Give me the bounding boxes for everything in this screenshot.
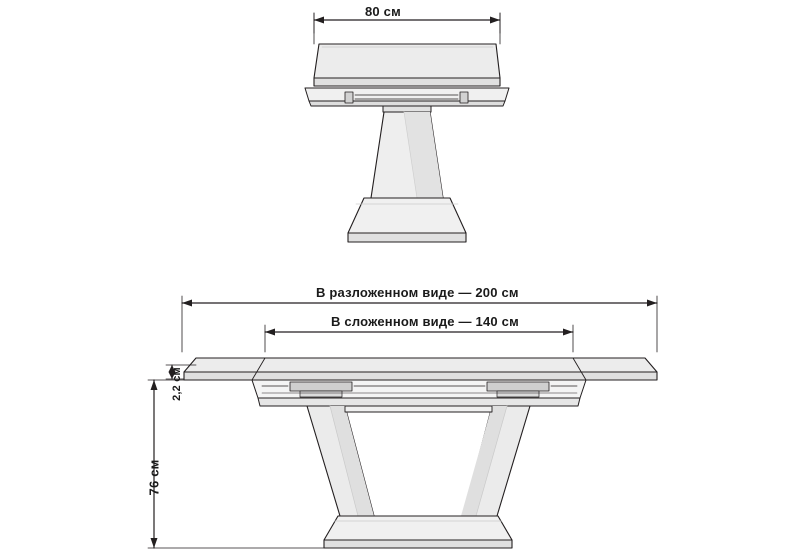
top-view-apron — [305, 88, 509, 106]
dimension-label-folded-length: В сложенном виде — 140 см — [331, 314, 519, 329]
front-view-tabletop — [184, 358, 657, 380]
front-view-base — [324, 516, 512, 548]
top-view-column — [371, 106, 443, 198]
dimension-label-top-width: 80 см — [365, 4, 401, 19]
top-view-base — [348, 198, 466, 242]
top-width-dimension-line — [314, 13, 500, 33]
front-view-mechanism — [252, 380, 586, 406]
top-view-tabletop — [314, 44, 500, 86]
dimension-label-height: 76 см — [146, 459, 162, 496]
front-view-legs — [307, 406, 530, 516]
top-width-extension-lines — [314, 33, 500, 44]
folded-dimension-line — [265, 325, 573, 352]
dimension-label-top-thickness: 2,2 см — [170, 367, 183, 401]
dimension-label-unfolded-length: В разложенном виде — 200 см — [316, 285, 519, 300]
